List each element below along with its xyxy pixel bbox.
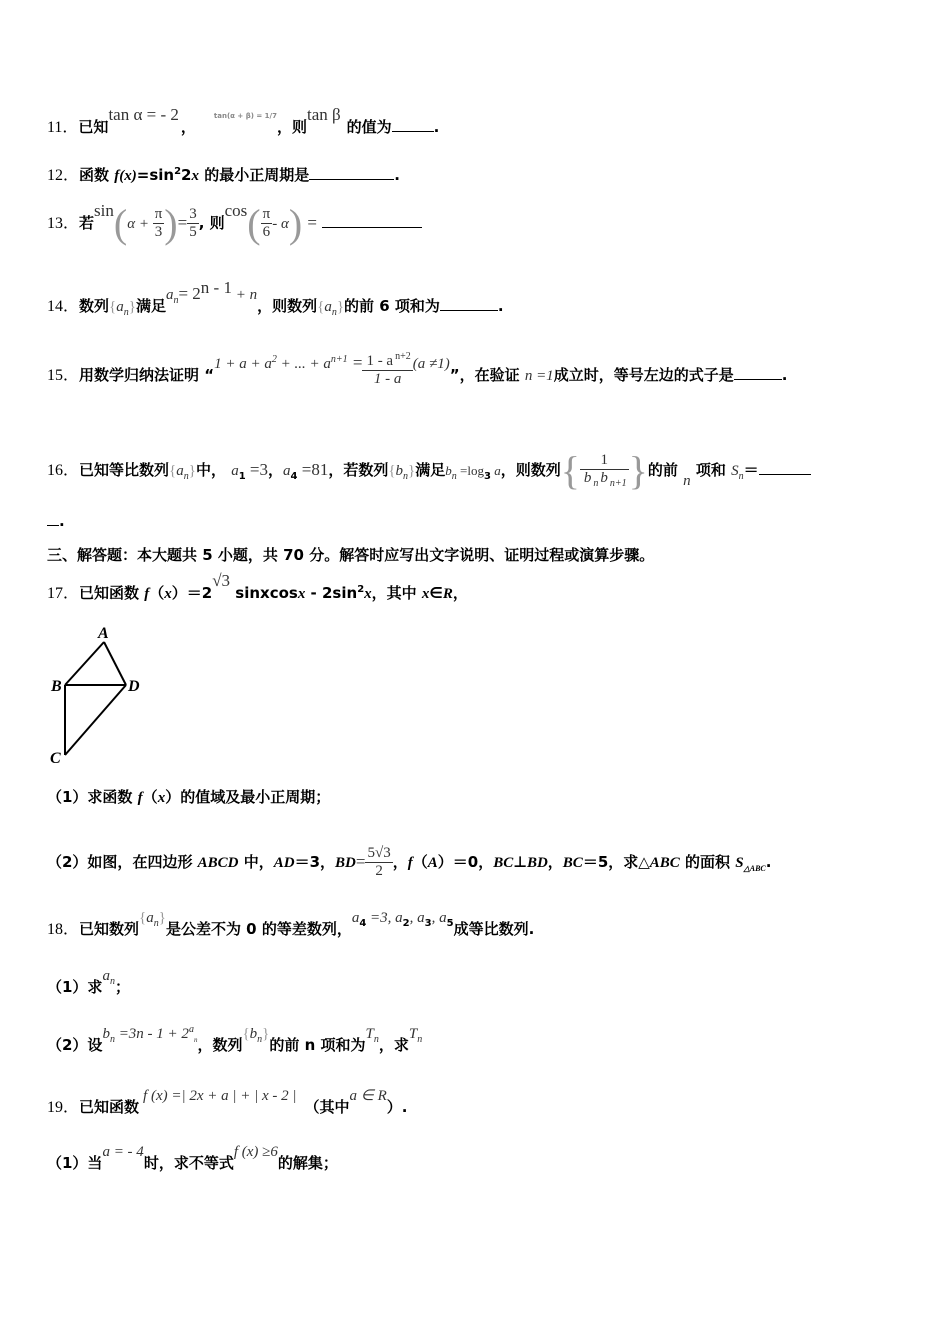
question-13: 13．若sin(α + $\frac{\pi}{3}$ )= $\frac{3}{5}$ , 则cos( $\frac{\pi}{6}$ - α) = [47,200,422,247]
question-12: 12．函数 $f(x)=\sin^22x$ 的最小正周期是 . [47,166,400,184]
question-16: 16．已知等比数列$\{a_n\}$中， $a_1 =3$，$a_4 =81$，若数列$\{b_n\}$满足$b_n =\log_3$ a，则数列{ $\frac{1}{b _n b _{n+1}}$ }的前 n 项和 $S_n=$ [47,447,811,494]
question-11: 11．已知tan α = - 2，$^{tan(\alpha + \beta) = 1/7}$，则tan β的值为 . [47,105,440,136]
answer-blank[interactable] [440,310,498,311]
answer-blank-cont [47,525,59,526]
answer-blank[interactable] [322,227,422,228]
answer-blank[interactable] [759,474,811,475]
label-c: C [50,750,61,767]
question-14: 14．数列$\{a_n\}$满足$a_n= 2^{n - 1} + n$，则数列$\{a_n\}$的前 6 项和为 . [47,278,504,318]
section-3-heading: 三、解答题：本大题共 5 小题，共 70 分。解答时应写出文字说明、证明过程或演算步骤。 [47,546,655,564]
question-17-part-1: （1）求函数 f（x）的值域及最小正周期； [47,788,331,806]
question-18-part-2: （2）设$b_n =3n - 1 + 2^a_n$，数列$\{b_n\}$的前 n 项和为$T_n$，求$T_n$ [47,1024,423,1054]
label-d: D [128,678,140,695]
question-18: 18．已知数列$\{a_n\}$是公差不为 0 的等差数列，$a_4 =3$, $a_2$, $a_3$, $a_5$成等比数列. [47,910,535,938]
edge-dc [65,685,126,755]
question-15: 15．用数学归纳法证明 “$1 + a + a^2$ + ... + $a^{n+1}$ = $\frac{1 - a ^{n+2}}{1 - a}$ (a ≠1)”，在验证 n =1成立时，等号左边的式子是 . [47,351,788,387]
question-19-part-1: （1）当a = - 4时，求不等式f (x) ≥6的解集； [47,1144,338,1172]
answer-blank[interactable] [392,131,434,132]
question-17: 17．已知函数 f（x）＝2√3 sinxcosx - $2\sin^2x$，其中 x∈R， [47,571,468,602]
question-16-continued: . [47,512,65,530]
label-a: A [98,625,109,642]
edge-ab [65,642,104,685]
edge-ad [104,642,126,685]
answer-blank[interactable] [734,379,782,380]
question-19: 19．已知函数f (x) =| 2x + a | + | x - 2 |（其中a ∈ R）. [47,1088,408,1116]
question-17-part-2: （2）如图，在四边形 ABCD 中，AD＝3，BD= $\frac{5√3}{2}$ ，f（A）＝0，BC⊥BD，BC＝5，求△ABC 的面积 $S_{\triangle ABC}$. [47,845,772,879]
answer-blank[interactable] [309,179,394,180]
label-b: B [51,678,62,695]
question-18-part-1: （1）求$a_n$； [47,968,130,996]
quadrilateral-figure [40,620,160,770]
